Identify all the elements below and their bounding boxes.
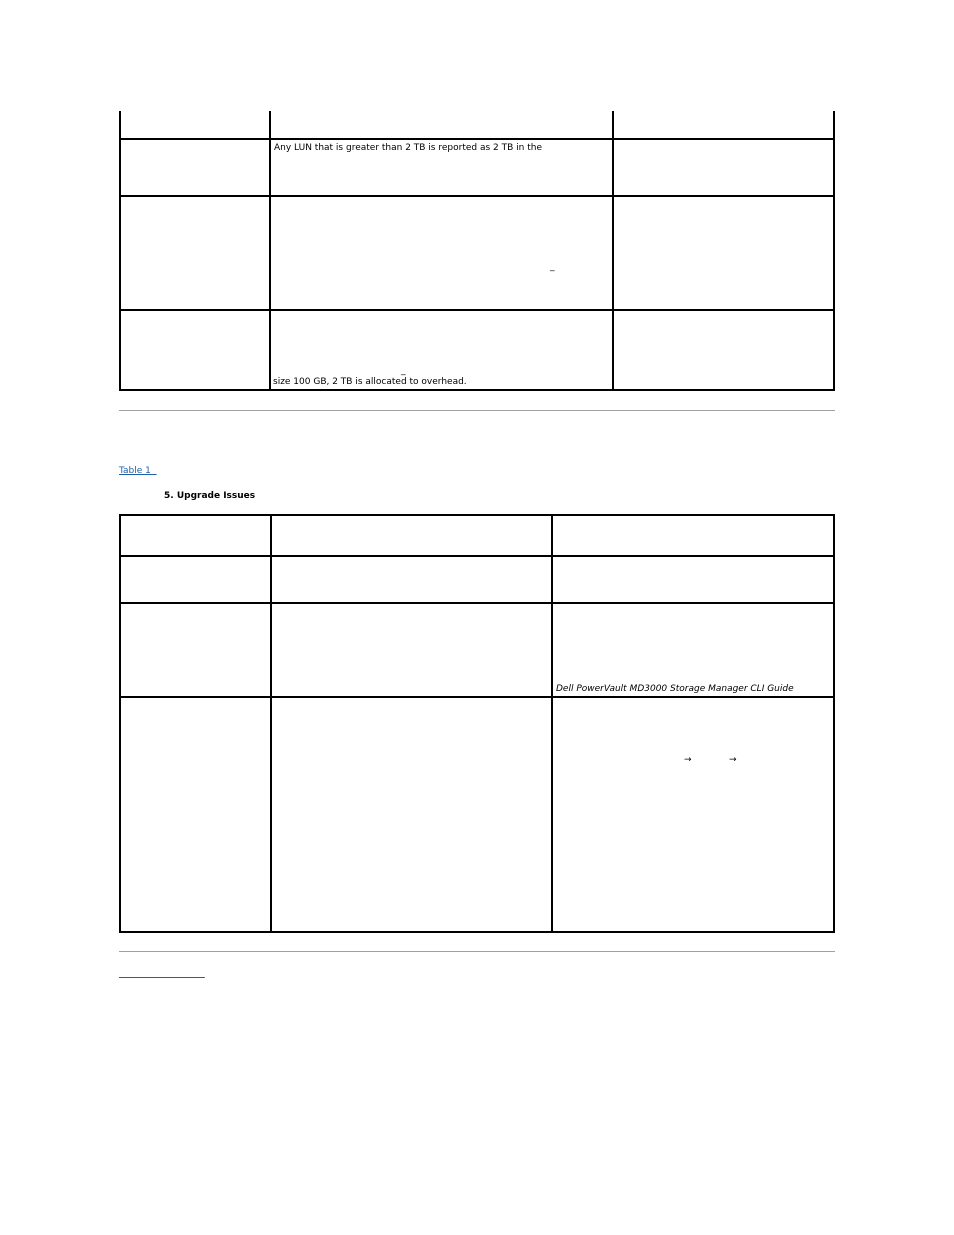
table-top-border-bottom xyxy=(119,389,835,391)
table-bottom-border-right xyxy=(833,514,835,933)
table-bottom-border-top xyxy=(119,514,835,516)
table-bottom-border-left xyxy=(119,514,121,933)
back-to-table-1-link[interactable]: Table 1 xyxy=(119,466,157,476)
section-heading-upgrade-issues: 5. Upgrade Issues xyxy=(164,491,256,501)
table-bottom-row-divider-2 xyxy=(119,602,835,604)
back-to-contents-link[interactable] xyxy=(119,969,205,979)
table-top-row-divider-3 xyxy=(119,309,835,311)
table-top-border-right xyxy=(833,111,835,391)
cli-guide-title: Dell PowerVault MD3000 Storage Manager CLI Guide xyxy=(556,684,794,694)
menu-path-arrow-2: → xyxy=(729,755,737,765)
table-bottom-border-bottom xyxy=(119,931,835,933)
menu-path-arrow-1: → xyxy=(684,755,692,765)
table-top-row4-description: size 100 GB, 2 TB is allocated to overhead. xyxy=(273,377,467,387)
table-bottom-row-divider-3 xyxy=(119,696,835,698)
section-separator-top xyxy=(119,410,835,411)
table-top-row4-dash: _ xyxy=(401,366,406,376)
table-bottom-border-col1 xyxy=(270,514,272,933)
table-bottom-row-divider-1 xyxy=(119,555,835,557)
table-top-border-col1 xyxy=(269,111,271,391)
table-top-border-left xyxy=(119,111,121,391)
table-top-row2-description: Any LUN that is greater than 2 TB is reported as 2 TB in the xyxy=(274,143,542,153)
table-top-row-divider-1 xyxy=(119,138,835,140)
table-top-border-col2 xyxy=(612,111,614,391)
table-top-row-divider-2 xyxy=(119,195,835,197)
table-top-row3-dash: _ xyxy=(550,262,555,272)
section-separator-bottom xyxy=(119,951,835,952)
table-bottom-border-col2 xyxy=(551,514,553,933)
